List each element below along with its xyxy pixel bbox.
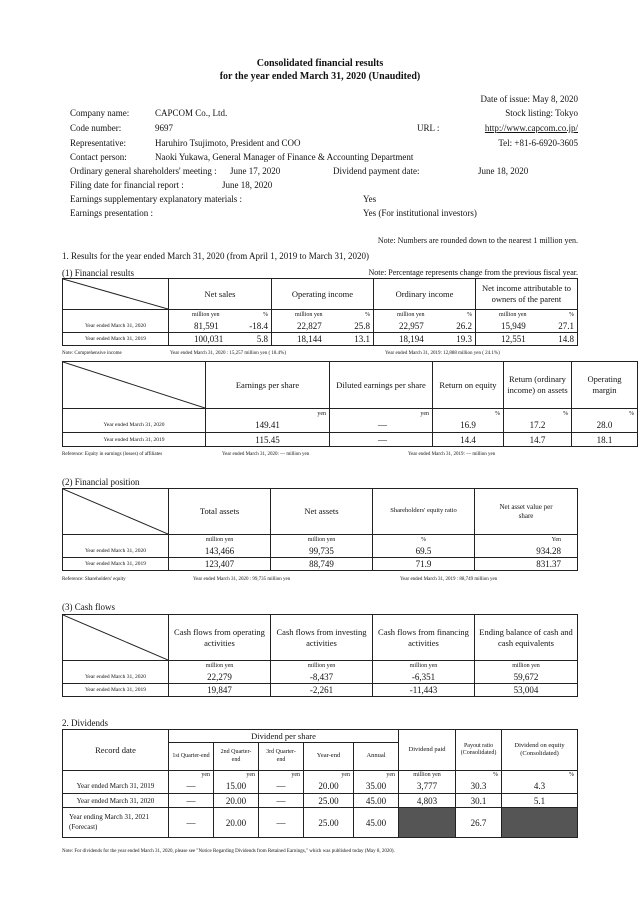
table-row (63, 684, 578, 697)
cell-value: 20.00 (214, 794, 259, 808)
company-url-link[interactable]: http://www.capcom.co.jp/ (484, 123, 578, 133)
unit-label: % (456, 771, 502, 780)
supp-label: Earnings supplementary explanatory materials : (70, 194, 242, 204)
financial-results-title: (1) Financial results (62, 268, 134, 278)
cell-value: — (169, 780, 214, 794)
cell-value: 53,004 (475, 684, 578, 697)
cell-value: — (259, 794, 304, 808)
unit-label: % (433, 409, 504, 419)
diagonal-header-cell (63, 615, 169, 661)
financial-position-table (62, 488, 578, 571)
diagonal-header-cell (63, 489, 169, 535)
col-cf-investing: Cash flows from investing activities (271, 615, 373, 661)
code-label: Code number: (70, 123, 122, 133)
hatched-cell (399, 808, 456, 838)
cash-flows-table (62, 614, 578, 697)
unit-label: yen (354, 771, 399, 780)
row-label: Year ended March 31, 2019 (63, 558, 169, 571)
cell-value: 14.7 (504, 433, 572, 447)
representative: Haruhiro Tsujimoto, President and COO (155, 138, 301, 148)
cell-value: 18,144 (297, 334, 322, 344)
col-q3: 3rd Quarter-end (259, 743, 304, 771)
cell-value: 143,466 (169, 545, 271, 558)
unit-label: million yen (192, 311, 220, 318)
cell-value: 149.41 (206, 419, 330, 433)
cell-value: 12,551 (501, 334, 526, 344)
col-q1: 1st Quarter-end (169, 743, 214, 771)
cell-value: 16.9 (433, 419, 504, 433)
pres-value: Yes (For institutional investors) (363, 208, 477, 218)
col-diluted-eps: Diluted earnings per share (330, 362, 433, 409)
pct-label: % (569, 311, 574, 318)
unit-label: million yen (373, 661, 475, 671)
cell-value: 25.00 (304, 794, 354, 808)
cell-value: 115.45 (206, 433, 330, 447)
dps-header: Dividend per share (169, 730, 399, 743)
date-of-issue: Date of issue: May 8, 2020 (480, 94, 578, 104)
dividend-paid-header: Dividend paid (399, 730, 456, 771)
cell-pct: 26.2 (456, 320, 472, 331)
cell-value: — (169, 794, 214, 808)
row-label: Year ending March 31, 2021 (Forecast) (63, 808, 169, 838)
cell-pct: 19.3 (456, 334, 472, 344)
col-equity-ratio: Shareholders' equity ratio (373, 489, 475, 535)
cell-value: 3,777 (399, 780, 456, 794)
dividends-note: Note: For dividends for the year ended March 31, 2020, please see "Notice Regarding Dividends from Retained Earnings," which was published today (May 8, 2020). (62, 849, 395, 854)
col-eps: Earnings per share (206, 362, 330, 409)
doc-title-line1: Consolidated financial results (256, 58, 384, 69)
per-share-table (62, 361, 638, 447)
cell-value: — (169, 808, 214, 838)
row-label: Year ended March 31, 2020 (63, 419, 206, 433)
unit-label: % (504, 409, 572, 419)
table-row (63, 671, 578, 684)
unit-label: Yen (475, 535, 578, 545)
hatched-cell (502, 808, 578, 838)
unit-label: million yen (169, 535, 271, 545)
cell-value: — (259, 808, 304, 838)
cell-value: 35.00 (354, 780, 399, 794)
cell-value: 22,827 (297, 320, 322, 331)
cell-pct: 25.8 (354, 320, 370, 331)
cell-value: 4.3 (502, 780, 578, 794)
doe-header: Dividend on equity (Consolidated) (502, 730, 578, 771)
cell-value: 28.0 (572, 419, 638, 433)
unit-label: million yen (271, 661, 373, 671)
supp-value: Yes (363, 194, 377, 204)
cell-value: 14.4 (433, 433, 504, 447)
company-name-label: Company name: (70, 108, 130, 118)
cell-value: 81,591 (194, 320, 219, 331)
col-cf-financing: Cash flows from financing activities (373, 615, 475, 661)
table-row (63, 433, 638, 447)
ref-affiliates-2020: Year ended March 31, 2020: — million yen (222, 452, 310, 457)
contact-person: Naoki Yukawa, General Manager of Finance & Accounting Department (155, 152, 414, 162)
section1-title: 1. Results for the year ended March 31, 2020 (from April 1, 2019 to March 31, 2020) (62, 251, 369, 261)
cell-value: 18,194 (399, 334, 424, 344)
table-row (63, 320, 578, 333)
col-year-end: Year-end (304, 743, 354, 771)
col-roe: Return on equity (433, 362, 504, 409)
unit-label: yen (304, 771, 354, 780)
col-operating-income: Operating income (272, 279, 374, 310)
dividends-title: 2. Dividends (62, 718, 108, 728)
unit-label: million yen (499, 311, 527, 318)
meeting-label: Ordinary general shareholders' meeting : (70, 166, 217, 176)
table-row (63, 558, 578, 571)
comp-income-2019: Year ended March 31, 2019: 12,888 million yen ( 24.1%) (385, 351, 500, 356)
unit-label: yen (169, 771, 214, 780)
col-cf-operating: Cash flows from operating activities (169, 615, 271, 661)
unit-label: million yen (271, 535, 373, 545)
cell-pct: 5.8 (256, 334, 268, 344)
cell-pct: 14.8 (558, 334, 574, 344)
unit-label: yen (259, 771, 304, 780)
unit-label: million yen (295, 311, 323, 318)
cash-flows-title: (3) Cash flows (62, 602, 115, 612)
diagonal-header-cell (63, 279, 169, 310)
cell-pct: 27.1 (558, 320, 574, 331)
doc-title-line2: for the year ended March 31, 2020 (Unaudited) (219, 71, 421, 82)
table-row (63, 794, 578, 808)
cell-value: 18.1 (572, 433, 638, 447)
cell-value: 15.00 (214, 780, 259, 794)
cell-value: 30.3 (456, 780, 502, 794)
row-label: Year ended March 31, 2019 (63, 333, 169, 346)
cell-value: 59,672 (475, 671, 578, 684)
row-label: Year ended March 31, 2020 (63, 320, 169, 333)
table-row (63, 808, 578, 838)
company-name: CAPCOM Co., Ltd. (155, 108, 228, 118)
cell-value: 831.37 (475, 558, 578, 571)
row-label: Year ended March 31, 2019 (63, 780, 169, 794)
pct-label: % (467, 311, 472, 318)
col-roa: Return (ordinary income) on assets (504, 362, 572, 409)
cell-value: -8,437 (271, 671, 373, 684)
pct-label: % (263, 311, 268, 318)
cell-value: 934.28 (475, 545, 578, 558)
unit-label: yen (206, 409, 330, 419)
ref-equity-2019: Year ended March 31, 2019 : 88,749 million yen (400, 577, 498, 582)
cell-value: 5.1 (502, 794, 578, 808)
unit-label: million yen (169, 661, 271, 671)
dividends-table (62, 729, 578, 838)
rep-label: Representative: (70, 138, 126, 148)
cell-value: 88,749 (271, 558, 373, 571)
financial-position-title: (2) Financial position (62, 477, 140, 487)
pct-label: % (365, 311, 370, 318)
row-label: Year ended March 31, 2020 (63, 545, 169, 558)
unit-label: % (572, 409, 638, 419)
unit-label: yen (330, 409, 433, 419)
cell-value: 26.7 (456, 808, 502, 838)
rounding-note: Note: Numbers are rounded down to the nearest 1 million yen. (377, 236, 578, 245)
col-ordinary-income: Ordinary income (374, 279, 476, 310)
code-number: 9697 (155, 123, 173, 133)
cell-value: 30.1 (456, 794, 502, 808)
cell-value: -6,351 (373, 671, 475, 684)
row-label: Year ended March 31, 2020 (63, 671, 169, 684)
cell-value: 19,847 (169, 684, 271, 697)
comp-income-2020: Year ended March 31, 2020 : 15,257 million yen ( 18.4%) (170, 351, 287, 356)
table-row (63, 419, 638, 433)
cell-value: -11,443 (373, 684, 475, 697)
payout-ratio-header: Payout ratio (Consolidated) (456, 730, 502, 771)
diagonal-header-cell (63, 362, 206, 409)
financial-results-note: Note: Percentage represents change from the previous fiscal year. (368, 268, 578, 277)
cell-value: 22,279 (169, 671, 271, 684)
cell-value: 45.00 (354, 794, 399, 808)
cell-pct: -18.4 (249, 320, 268, 331)
col-net-income: Net income attributable to owners of the parent (476, 279, 578, 310)
record-date-header: Record date (63, 730, 169, 771)
ref-equity-label: Reference: Shareholders' equity (62, 577, 126, 582)
ref-affiliates-label: Reference: Equity in earnings (losses) of affiliates (62, 452, 163, 457)
cell-value: — (259, 780, 304, 794)
cell-value: 123,407 (169, 558, 271, 571)
financial-results-table (62, 278, 578, 346)
ref-affiliates-2019: Year ended March 31, 2019: — million yen (408, 452, 496, 457)
dividend-date: June 18, 2020 (478, 166, 529, 176)
col-operating-margin: Operating margin (572, 362, 638, 409)
cell-value: 15,949 (501, 320, 526, 331)
cell-value: — (330, 433, 433, 447)
cell-value: 20.00 (214, 808, 259, 838)
filing-date: June 18, 2020 (222, 180, 273, 190)
ref-equity-2020: Year ended March 31, 2020 : 99,735 million yen (193, 577, 291, 582)
cell-value: 99,735 (271, 545, 373, 558)
col-total-assets: Total assets (169, 489, 271, 535)
row-label: Year ended March 31, 2019 (63, 684, 169, 697)
filing-label: Filing date for financial report : (70, 180, 184, 190)
unit-label: million yen (475, 661, 578, 671)
cell-value: 100,031 (194, 334, 224, 344)
cell-pct: 13.1 (354, 334, 370, 344)
stock-listing: Stock listing: Tokyo (505, 108, 578, 118)
dividend-date-label: Dividend payment date: (333, 166, 420, 176)
cell-value: 25.00 (304, 808, 354, 838)
unit-label: million yen (397, 311, 425, 318)
pres-label: Earnings presentation : (70, 208, 153, 218)
meeting-date: June 17, 2020 (230, 166, 281, 176)
row-label: Year ended March 31, 2019 (63, 433, 206, 447)
row-label: Year ended March 31, 2020 (63, 794, 169, 808)
col-q2: 2nd Quarter-end (214, 743, 259, 771)
comp-note-label: Note: Comprehensive income (62, 351, 122, 356)
cell-value: 20.00 (304, 780, 354, 794)
col-annual: Annual (354, 743, 399, 771)
tel: Tel: +81-6-6920-3605 (498, 138, 578, 148)
col-net-sales: Net sales (169, 279, 272, 310)
unit-label: % (373, 535, 475, 545)
cell-value: 69.5 (373, 545, 475, 558)
cell-value: -2,261 (271, 684, 373, 697)
col-ending-cash: Ending balance of cash and cash equivalents (475, 615, 578, 661)
cell-value: 4,803 (399, 794, 456, 808)
col-net-assets: Net assets (271, 489, 373, 535)
cell-value: — (330, 419, 433, 433)
cell-value: 17.2 (504, 419, 572, 433)
col-nav-per-share: Net asset value per share (475, 489, 578, 535)
cell-value: 45.00 (354, 808, 399, 838)
url-label: URL : (417, 123, 440, 133)
table-row (63, 545, 578, 558)
unit-label: yen (214, 771, 259, 780)
cell-value: 22,957 (399, 320, 424, 331)
contact-label: Contact person: (70, 152, 127, 162)
table-row (63, 780, 578, 794)
cell-value: 71.9 (373, 558, 475, 571)
unit-label: % (502, 771, 578, 780)
table-row (63, 333, 578, 346)
unit-label: million yen (399, 771, 456, 780)
